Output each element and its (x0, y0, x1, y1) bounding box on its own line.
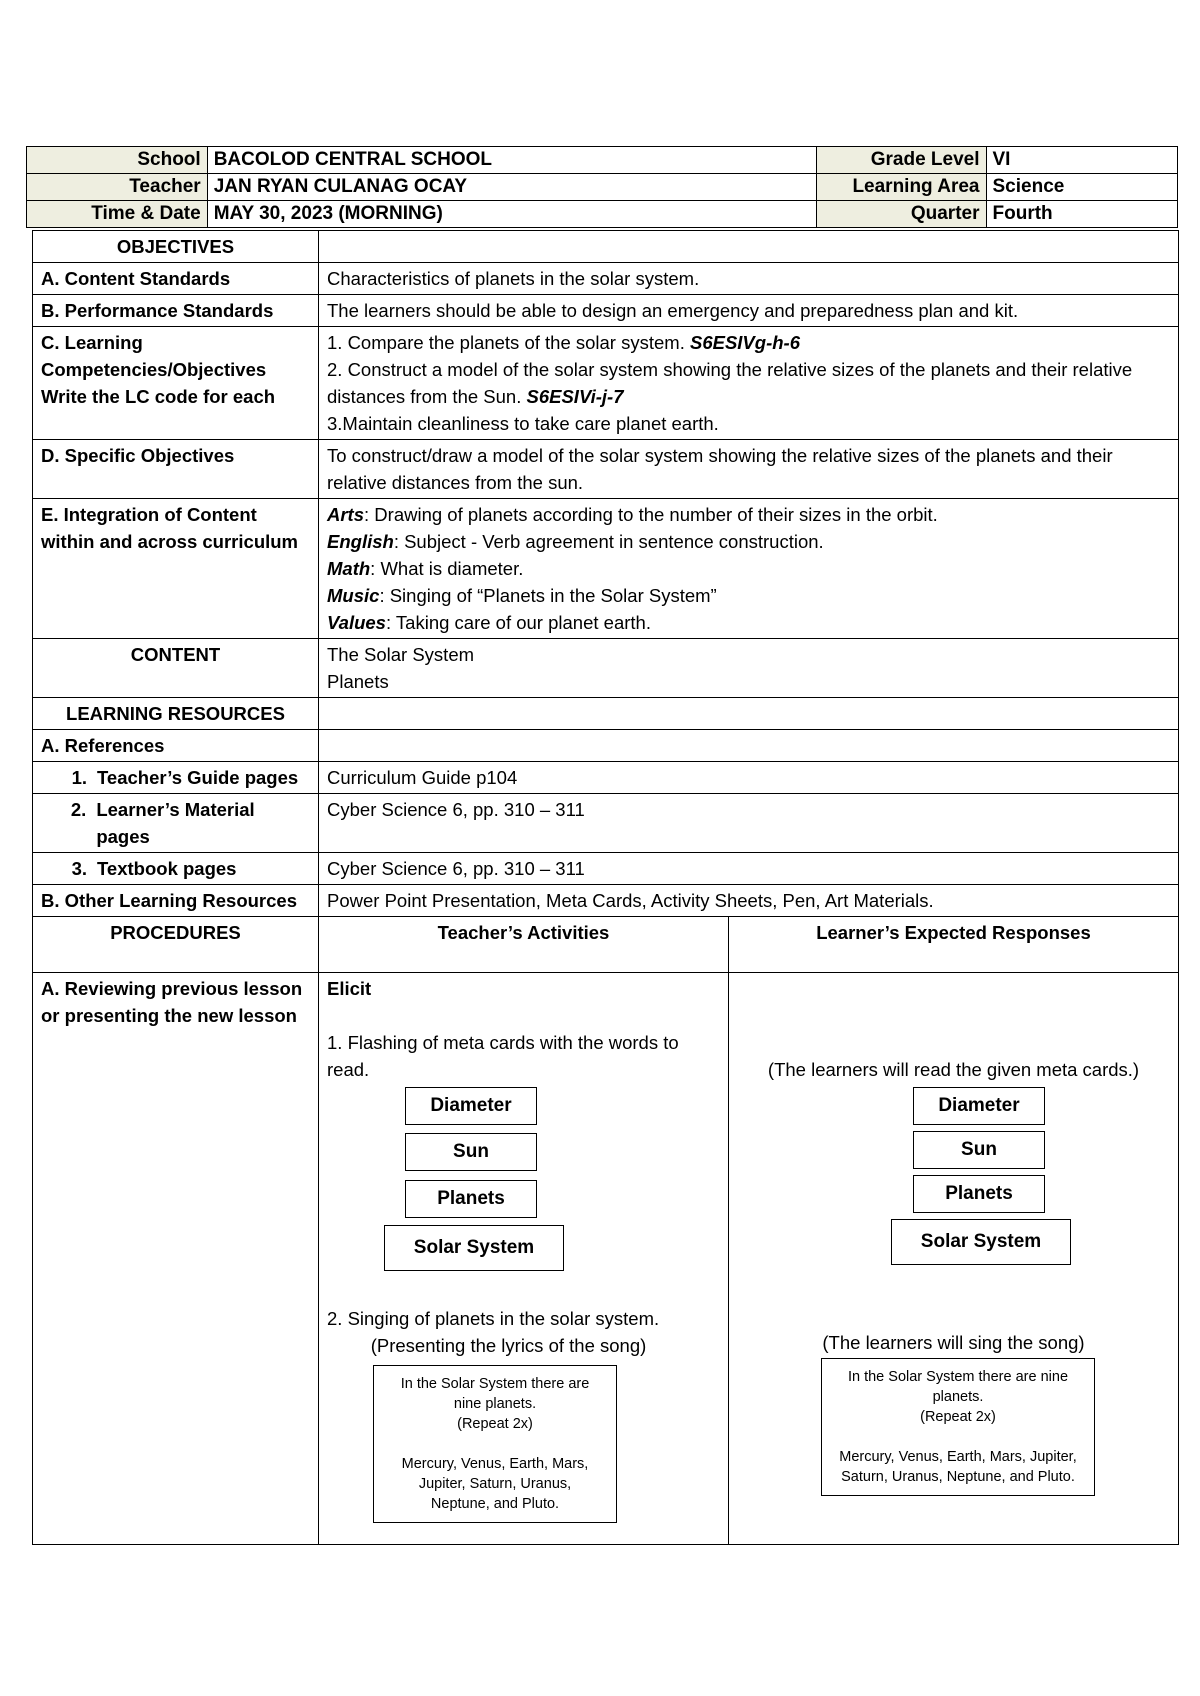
teacher-meta-cards (327, 1083, 720, 1269)
reference-label-text: Teacher’s Guide pages (97, 767, 299, 788)
integration-subject: Music (327, 585, 380, 606)
reference-number: 1. (71, 767, 87, 788)
references-empty (319, 730, 1179, 762)
school-value: BACOLOD CENTRAL SCHOOL (207, 147, 816, 174)
lyrics-box (373, 1365, 617, 1523)
teacher-activities-heading: Teacher’s Activities (319, 917, 729, 973)
competencies-value (319, 327, 1179, 440)
teacher-activity-cell (319, 973, 729, 1545)
competency-1-text: 1. Compare the planets of the solar system. (327, 332, 690, 353)
integration-text: : Subject - Verb agreement in sentence construction. (393, 531, 824, 552)
header-row-school (27, 147, 1178, 174)
competency-1-code: S6ESIVg-h-6 (689, 332, 800, 353)
competencies-row (33, 327, 1179, 440)
objectives-row (33, 231, 1179, 263)
step-a-label: A. Reviewing previous lesson or presenting the new lesson (33, 973, 319, 1545)
specific-objectives-label: D. Specific Objectives (33, 440, 319, 499)
header-table (26, 146, 1178, 228)
integration-subject: Math (327, 558, 371, 579)
learner-meta-cards (737, 1083, 1170, 1269)
procedures-heading-row (33, 917, 1179, 973)
content-heading: CONTENT (33, 639, 319, 698)
date-label: Time & Date (27, 201, 208, 228)
reference-item-row (33, 853, 1179, 885)
header-row-date (27, 201, 1178, 228)
integration-text: : Singing of “Planets in the Solar System” (379, 585, 717, 606)
integration-music (327, 582, 1170, 609)
meta-card: Diameter (405, 1087, 537, 1125)
reference-item-value: Cyber Science 6, pp. 310 – 311 (319, 794, 1179, 853)
area-value: Science (986, 174, 1178, 201)
lesson-plan-table (32, 230, 1179, 1545)
learner-responses-heading: Learner’s Expected Responses (729, 917, 1179, 973)
quarter-value: Fourth (986, 201, 1178, 228)
reference-item-value: Curriculum Guide p104 (319, 762, 1179, 794)
competency-2 (327, 356, 1170, 410)
reference-item-value: Cyber Science 6, pp. 310 – 311 (319, 853, 1179, 885)
lyrics-note: (Presenting the lyrics of the song) (370, 1335, 647, 1356)
integration-text: : Drawing of planets according to the number of their sizes in the orbit. (364, 504, 938, 525)
integration-values (327, 609, 1170, 636)
reference-item-label (33, 794, 319, 853)
area-label: Learning Area (816, 174, 986, 201)
meta-card: Solar System (384, 1225, 564, 1271)
references-row (33, 730, 1179, 762)
competency-2-code: S6ESIVi-j-7 (526, 386, 624, 407)
header-row-teacher (27, 174, 1178, 201)
other-resources-value: Power Point Presentation, Meta Cards, Activity Sheets, Pen, Art Materials. (319, 885, 1179, 917)
lyric-line: Mercury, Venus, Earth, Mars, Jupiter, Saturn, Uranus, Neptune, and Pluto. (401, 1456, 589, 1512)
lyric-line: (Repeat 2x) (457, 1416, 533, 1432)
school-label: School (27, 147, 208, 174)
reference-label-text: Textbook pages (97, 858, 237, 879)
learner-sing-response: (The learners will sing the song) (822, 1332, 1085, 1353)
performance-standards-label: B. Performance Standards (33, 295, 319, 327)
procedure-step-a-row (33, 973, 1179, 1545)
meta-card: Diameter (913, 1087, 1045, 1125)
lyrics-box (821, 1358, 1095, 1496)
lyric-line: In the Solar System there are nine planets. (847, 1369, 1069, 1405)
integration-arts (327, 501, 1170, 528)
specific-objectives-row (33, 440, 1179, 499)
resources-empty (319, 698, 1179, 730)
content-row (33, 639, 1179, 698)
integration-subject: Values (327, 612, 386, 633)
integration-subject: English (327, 531, 394, 552)
meta-card: Planets (405, 1180, 537, 1218)
reference-number: 2. (70, 799, 87, 820)
integration-text: : Taking care of our planet earth. (385, 612, 651, 633)
reference-item-row (33, 762, 1179, 794)
integration-text: : What is diameter. (370, 558, 524, 579)
competencies-label: C. Learning Competencies/Objectives Write the LC code for each (33, 327, 319, 440)
integration-row (33, 499, 1179, 639)
objectives-heading: OBJECTIVES (33, 231, 319, 263)
content-standards-label: A. Content Standards (33, 263, 319, 295)
resources-heading: LEARNING RESOURCES (33, 698, 319, 730)
content-standards-value: Characteristics of planets in the solar system. (319, 263, 1179, 295)
lyric-line: In the Solar System there are nine planets. (400, 1376, 590, 1412)
specific-objectives-value: To construct/draw a model of the solar system showing the relative sizes of the planets and their relative distances from the sun. (319, 440, 1179, 499)
content-value (319, 639, 1179, 698)
meta-card: Sun (913, 1131, 1045, 1169)
grade-label: Grade Level (816, 147, 986, 174)
other-resources-label: B. Other Learning Resources (33, 885, 319, 917)
procedures-heading: PROCEDURES (33, 917, 319, 973)
other-resources-row (33, 885, 1179, 917)
date-value: MAY 30, 2023 (MORNING) (207, 201, 816, 228)
competency-3: 3.Maintain cleanliness to take care planet earth. (327, 413, 719, 434)
learner-response-cell (729, 973, 1179, 1545)
reference-item-row (33, 794, 1179, 853)
quarter-label: Quarter (816, 201, 986, 228)
competency-1 (327, 329, 1170, 356)
integration-subject: Arts (327, 504, 365, 525)
performance-standards-row (33, 295, 1179, 327)
content-standards-row (33, 263, 1179, 295)
flash-cards-instruction: 1. Flashing of meta cards with the words to read. (327, 1032, 679, 1080)
meta-card: Sun (405, 1133, 537, 1171)
grade-value: VI (986, 147, 1178, 174)
content-line-1: The Solar System (327, 644, 475, 665)
meta-card: Solar System (891, 1219, 1071, 1265)
teacher-label: Teacher (27, 174, 208, 201)
references-label: A. References (33, 730, 319, 762)
meta-card: Planets (913, 1175, 1045, 1213)
learner-read-response: (The learners will read the given meta cards.) (767, 1059, 1140, 1080)
singing-instruction: 2. Singing of planets in the solar system. (327, 1308, 660, 1329)
integration-value (319, 499, 1179, 639)
reference-label-text: Learner’s Material pages (96, 799, 255, 847)
reference-item-label (33, 762, 319, 794)
integration-label: E. Integration of Content within and across curriculum (33, 499, 319, 639)
content-line-2: Planets (327, 671, 389, 692)
elicit-label: Elicit (327, 978, 372, 999)
objectives-empty (319, 231, 1179, 263)
lyric-line: Mercury, Venus, Earth, Mars, Jupiter, Saturn, Uranus, Neptune, and Pluto. (839, 1449, 1077, 1485)
lyric-line: (Repeat 2x) (920, 1409, 996, 1425)
reference-item-label (33, 853, 319, 885)
teacher-value: JAN RYAN CULANAG OCAY (207, 174, 816, 201)
resources-heading-row (33, 698, 1179, 730)
reference-number: 3. (71, 858, 87, 879)
performance-standards-value: The learners should be able to design an emergency and preparedness plan and kit. (319, 295, 1179, 327)
integration-english (327, 528, 1170, 555)
competency-2-text: 2. Construct a model of the solar system showing the relative sizes of the planets and their relative distances from the Sun. (327, 359, 1133, 407)
integration-math (327, 555, 1170, 582)
